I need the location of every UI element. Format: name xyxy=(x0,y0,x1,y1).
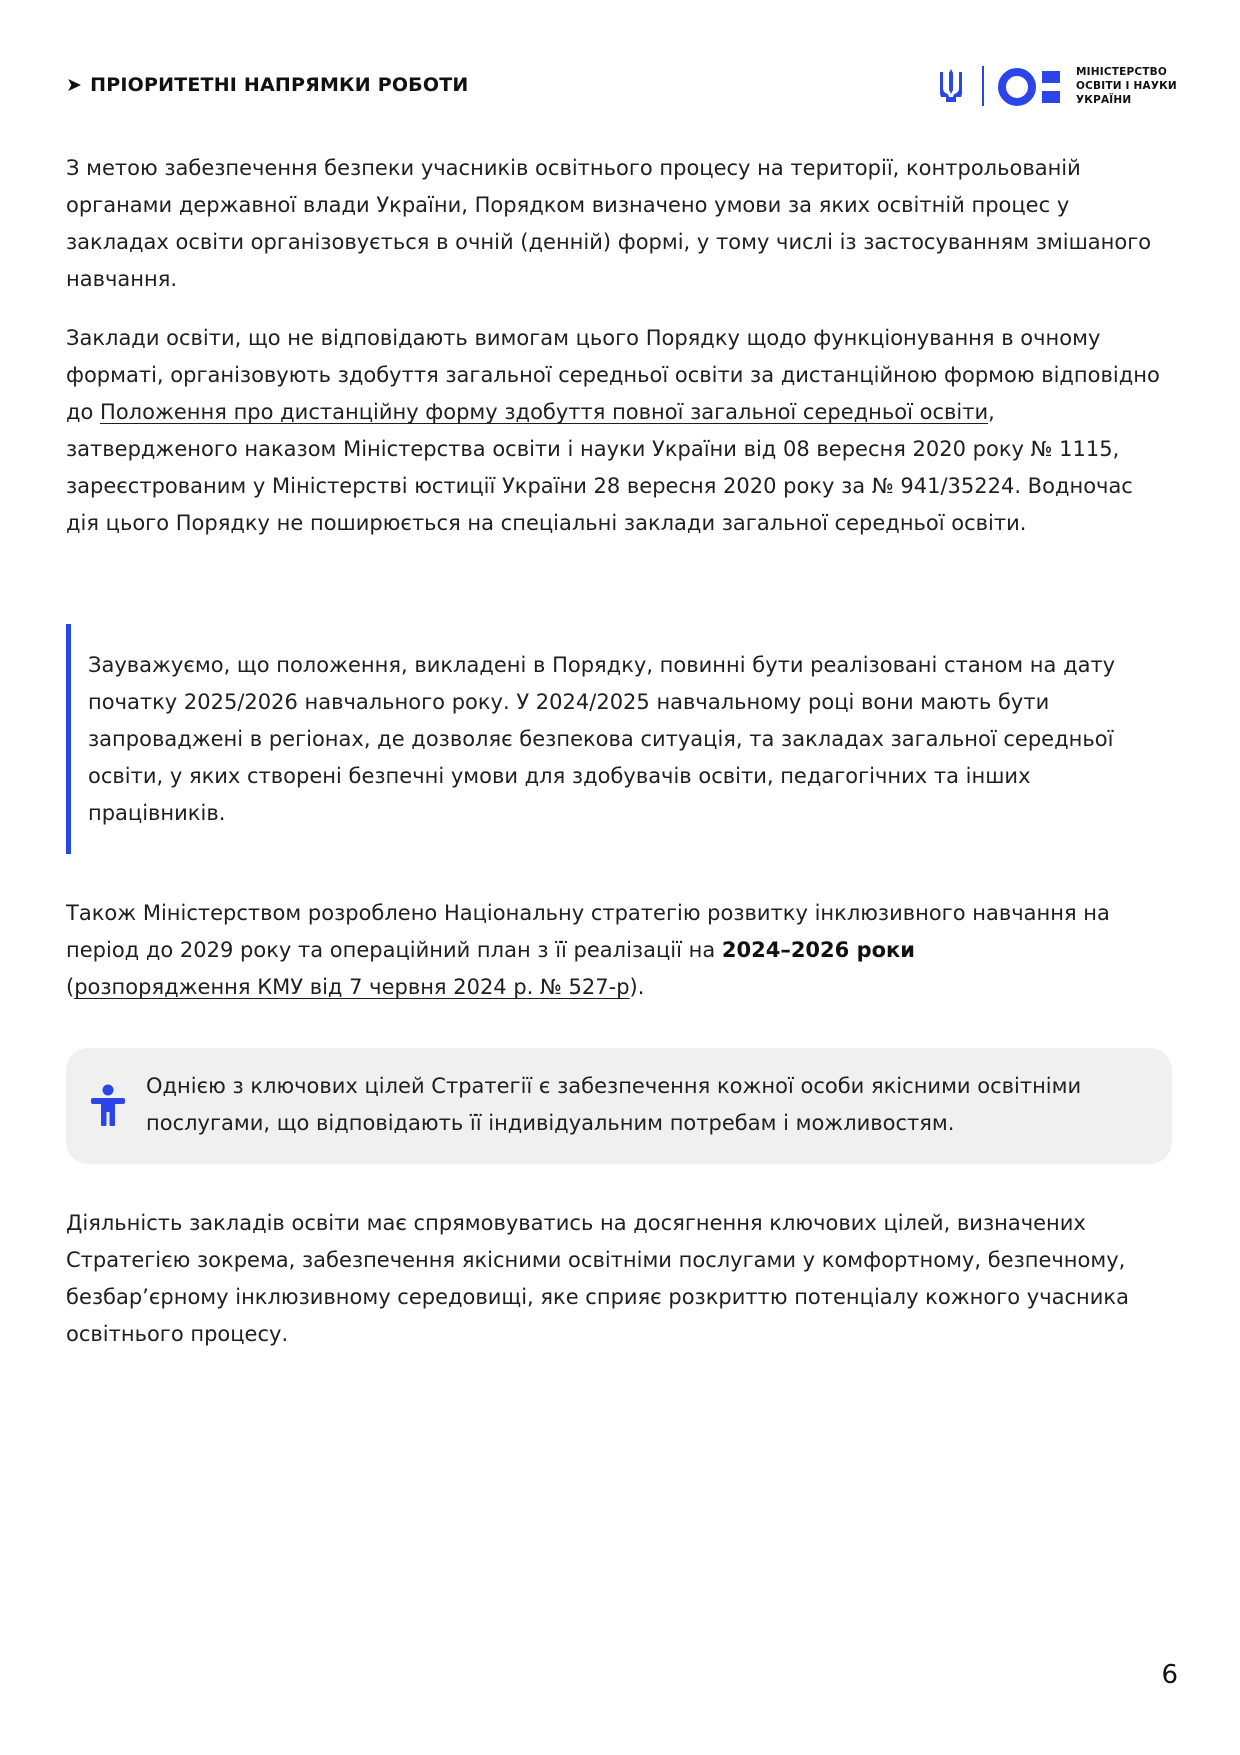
distance-learning-regulation-link[interactable]: Положення про дистанційну форму здобуття повної загальної середньої освіти xyxy=(100,400,989,424)
callout-text: Зауважуємо, що положення, викладені в Порядку, повинні бути реалізовані станом на дату початку 2025/2026 навчального року. У 2024/2025 навчальному році вони мають бути запроваджені в регіонах, де дозволяє безпекова ситуація, та закладах загальної середньої освіти, у яких створені безпечні умови для здобувачів освіти, педагогічних та інших працівників. xyxy=(88,653,1116,825)
ministry-mark-icon xyxy=(998,67,1068,107)
page-number: 6 xyxy=(1161,1660,1178,1690)
callout-block xyxy=(66,624,1176,854)
trident-icon xyxy=(938,68,964,104)
arrow-icon: ➤ xyxy=(66,74,83,96)
cabinet-order-link[interactable]: розпорядження КМУ від 7 червня 2024 р. № 527-р xyxy=(74,975,630,999)
strategy-info-text: Однією з ключових цілей Стратегії є забезпечення кожної особи якісними освітніми послугами, що відповідають її індивідуальним потребам і можливостям. xyxy=(146,1074,1082,1135)
section-title: ПРІОРИТЕТНІ НАПРЯМКИ РОБОТИ xyxy=(90,74,469,96)
paragraph-4: Діяльність закладів освіти має спрямовуватись на досягнення ключових цілей, визначених Стратегією зокрема, забезпечення якісними освітніми послугами у комфортному, безпечному, безбар’єрному інклюзивному середовищі, яке сприяє розкриттю потенціалу кожного учасника освітнього процесу. xyxy=(66,1211,1129,1346)
logo-line-3: УКРАЇНИ xyxy=(1076,94,1132,106)
logo-line-1: МІНІСТЕРСТВО xyxy=(1076,66,1167,78)
paragraph-3-text-before: Також Міністерством розроблено Національну стратегію розвитку інклюзивного навчання на період до 2029 року та операційний план з її реалізації на xyxy=(66,901,1110,962)
paragraph-2 xyxy=(66,320,1166,542)
strategy-info-box xyxy=(66,1048,1172,1164)
ministry-logo xyxy=(938,64,1188,108)
paragraph-1: З метою забезпечення безпеки учасників освітнього процесу на території, контрольованій органами державної влади України, Порядком визначено умови за яких освітній процес у закладах освіти організовується в очній (денній) формі, у тому числі із застосуванням змішаного навчання. xyxy=(66,156,1152,291)
accessibility-icon xyxy=(90,1084,126,1128)
paragraph-2-text-after: , затвердженого наказом Міністерства освіти і науки України від 08 вересня 2020 року № 1115, зареєстрованим у Міністерстві юстиції України 28 вересня 2020 року за № 941/35224. Водночас дія цього Порядку не поширюється на спеціальні заклади загальної середньої освіти. xyxy=(66,400,1133,535)
callout-accent-bar xyxy=(66,624,71,854)
logo-text xyxy=(1076,65,1177,107)
logo-line-2: ОСВІТИ І НАУКИ xyxy=(1076,80,1177,92)
paragraph-2-text-before: Заклади освіти, що не відповідають вимогам цього Порядку щодо функціонування в очному форматі, організовують здобуття загальної середньої освіти за дистанційною формою відповідно до xyxy=(66,326,1160,424)
paragraph-3-paren-open: ( xyxy=(66,975,75,999)
logo-divider xyxy=(982,66,984,106)
section-header xyxy=(66,74,468,96)
paragraph-3-bold-years: 2024–2026 роки xyxy=(721,938,916,962)
paragraph-3 xyxy=(66,895,1166,1006)
paragraph-3-paren-close: ). xyxy=(629,975,645,999)
